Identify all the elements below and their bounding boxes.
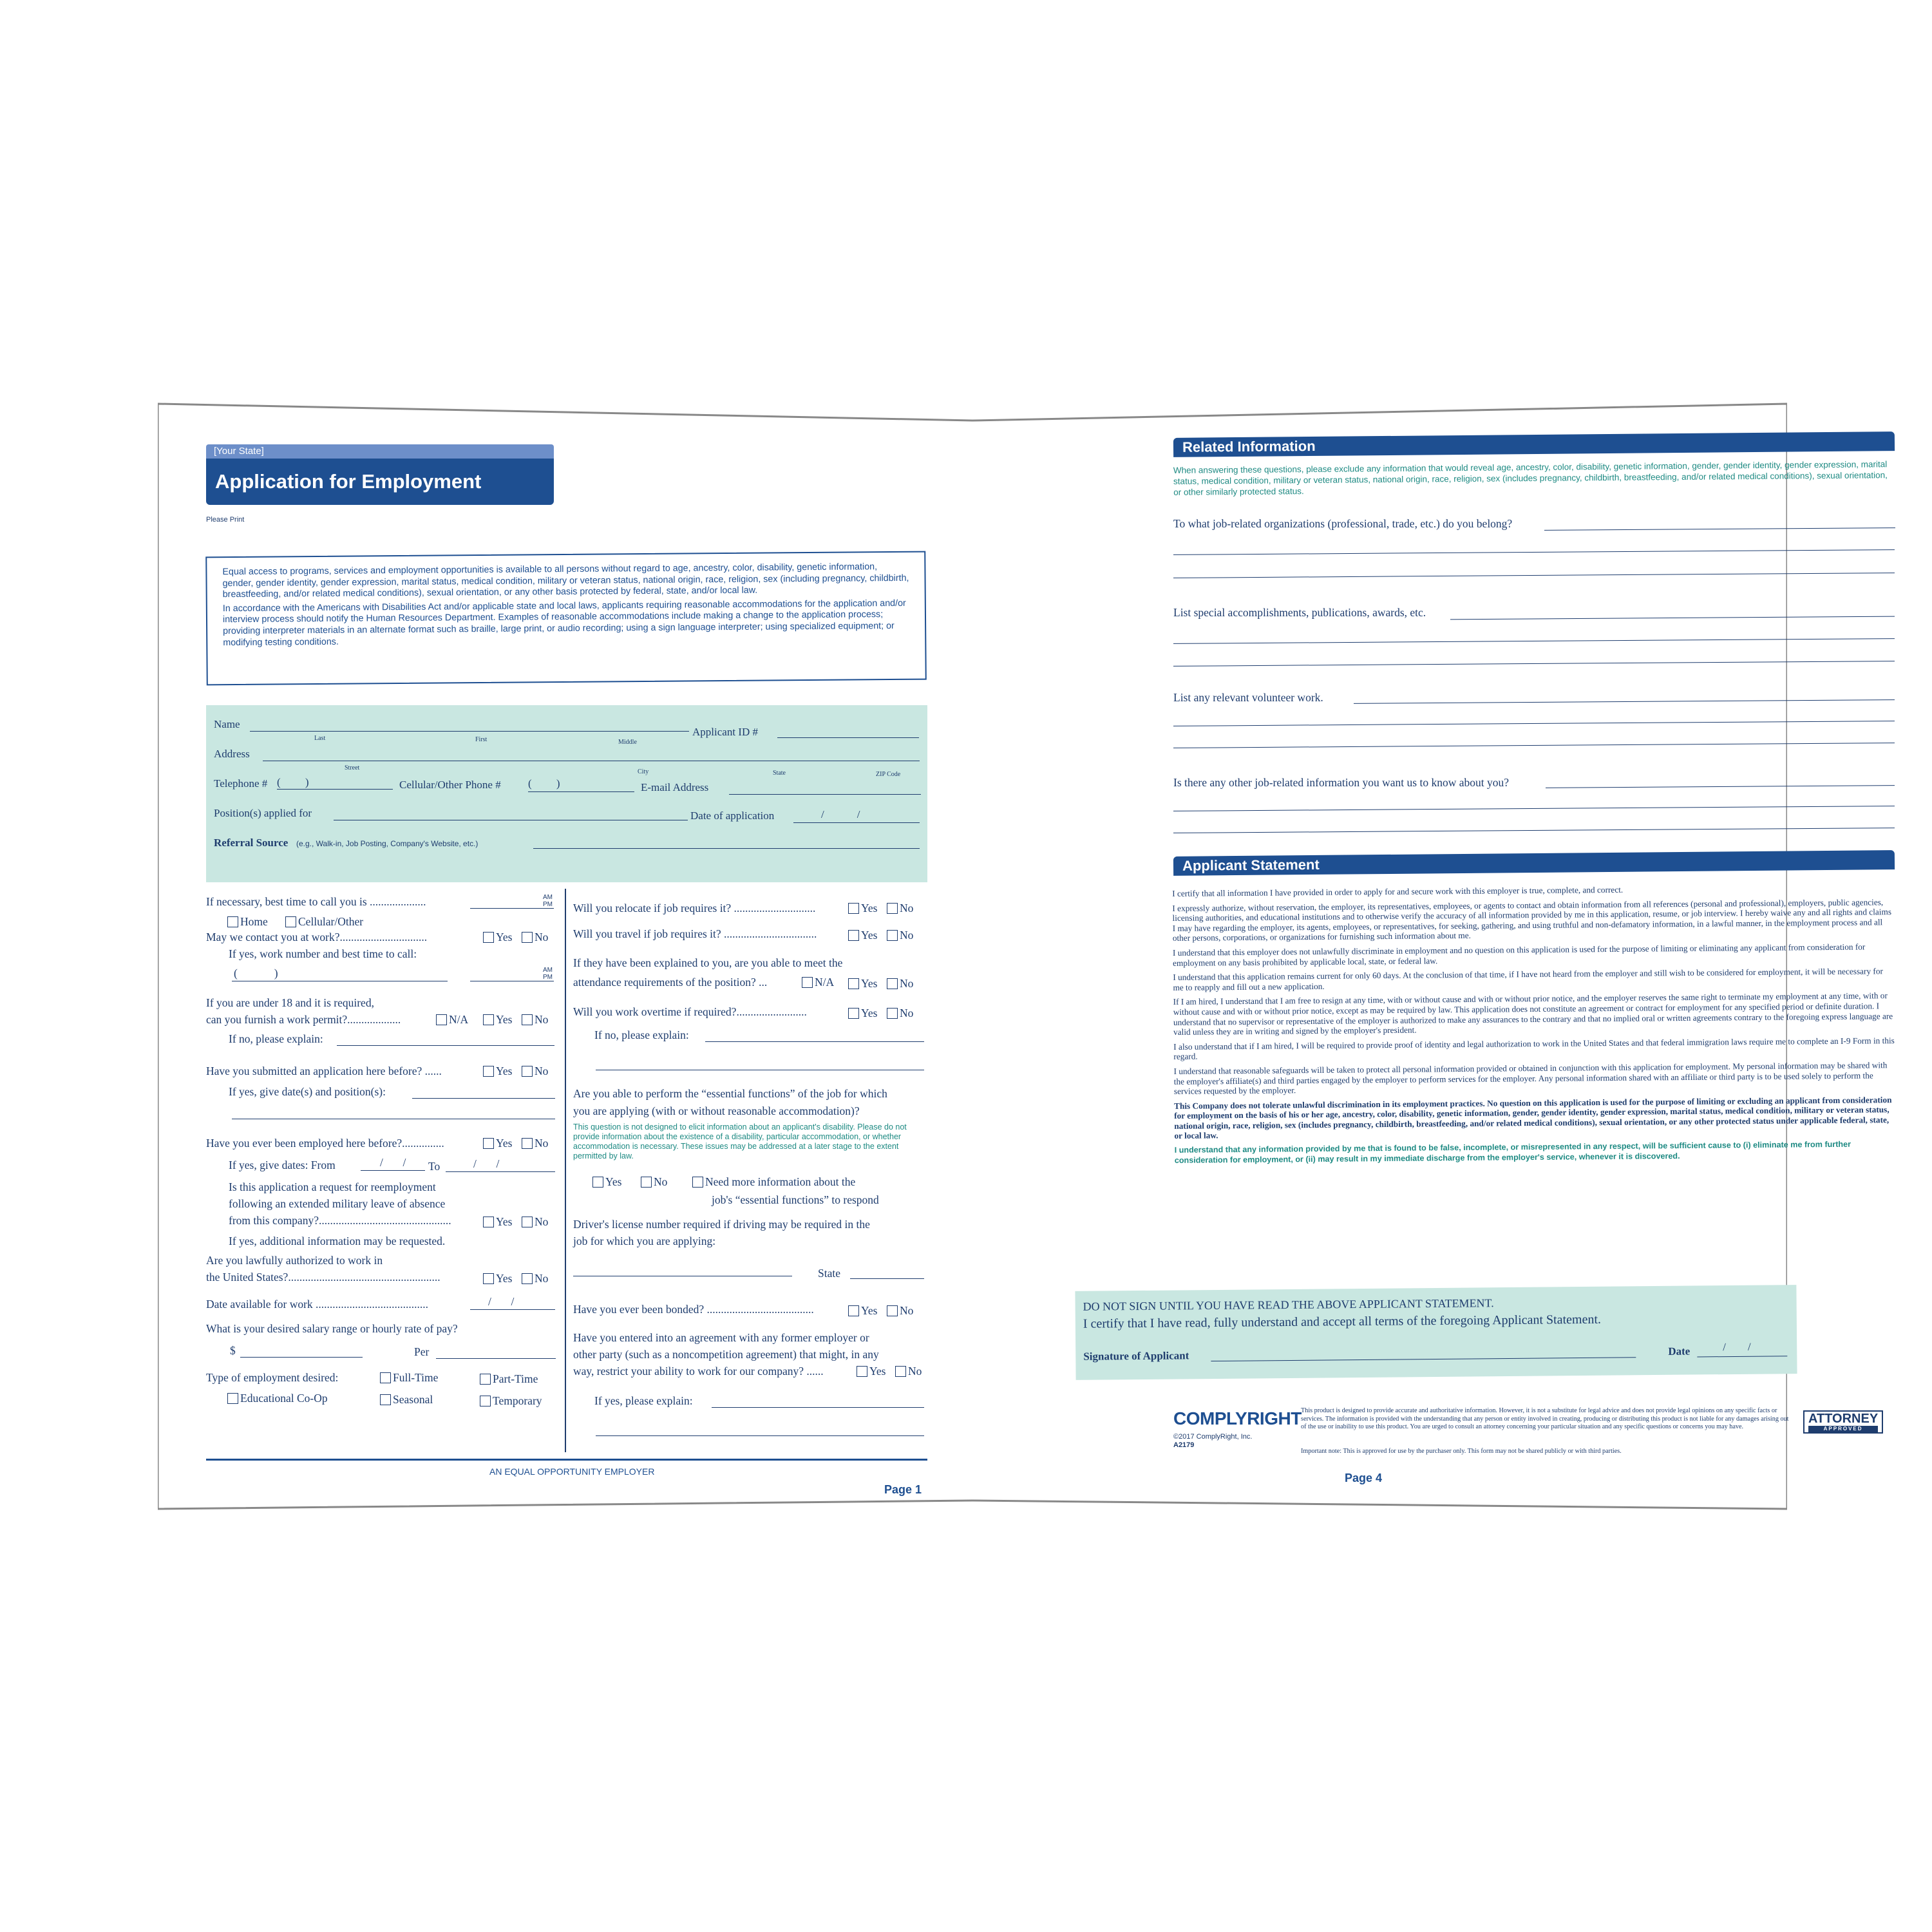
overtime-explain-field[interactable] xyxy=(705,1041,924,1042)
first-label: First xyxy=(475,736,488,743)
statement-4: I understand that this application remains current for only 60 days. At the conclusion of that time, if I have not heard from the employer and still wish to be considered for employment, it will be necessary for me to reapply and fill out a new application. xyxy=(1173,966,1883,992)
eq-para-2: In accordance with the Americans with Disabilities Act and/or applicable state and local laws, applicants requiring reasonable accommodations for the application and/or interview process should notify the Human Resources Department. Examples of reasonable accommodations include making a change to the application process; providing interpreter materials in an alternate format such as braille, large print, or audio recording; using a sign language interpreter; using specialized equipment; or modifying testing conditions. xyxy=(222,598,906,648)
attend-no[interactable]: No xyxy=(887,977,913,990)
q-travel: Will you travel if job requires it? ................................. xyxy=(573,927,817,940)
statement-6: I also understand that if I am hired, I will be required to provide proof of identity and legal authorization to work in the United States and that federal immigration laws require me to complete an I-9 Form in this regard. xyxy=(1173,1035,1895,1062)
submitted-no[interactable]: No xyxy=(522,1065,548,1078)
referral-example: (e.g., Walk-in, Job Posting, Company's Website, etc.) xyxy=(296,839,478,848)
to-date-field[interactable] xyxy=(446,1171,555,1172)
applicant-statement-header: Applicant Statement xyxy=(1173,850,1895,876)
page-1-number: Page 1 xyxy=(884,1483,922,1496)
dl-state-label: State xyxy=(818,1267,840,1280)
signature-label: Signature of Applicant xyxy=(1083,1349,1189,1363)
relocate-yes[interactable]: Yes xyxy=(848,902,877,915)
q-auth-1: Are you lawfully authorized to work in xyxy=(206,1254,383,1267)
from-slashes: / / xyxy=(380,1156,406,1169)
accomplishments-field-2[interactable] xyxy=(1173,638,1895,644)
type-parttime[interactable]: Part-Time xyxy=(480,1372,538,1386)
employed-yes[interactable]: Yes xyxy=(483,1137,512,1150)
city-label: City xyxy=(638,768,649,775)
organizations-field[interactable] xyxy=(1544,527,1895,531)
applicant-id-label: Applicant ID # xyxy=(692,726,758,738)
bottom-rule xyxy=(206,1459,927,1461)
bonded-yes[interactable]: Yes xyxy=(848,1304,877,1318)
q-salary: What is your desired salary range or hourly rate of pay? xyxy=(206,1322,458,1335)
page-4 xyxy=(972,402,1895,1510)
ess-need-info-2: job's “essential functions” to respond xyxy=(712,1193,879,1206)
page-1 xyxy=(158,402,972,1510)
q-reemploy-2: following an extended military leave of absence xyxy=(229,1197,446,1210)
name-label: Name xyxy=(214,718,240,730)
contact-work-yes[interactable]: Yes xyxy=(483,931,512,944)
organizations-field-3[interactable] xyxy=(1173,573,1895,578)
q-ess-1: Are you able to perform the “essential functions” of the job for which xyxy=(573,1087,887,1100)
page-4-number: Page 4 xyxy=(1345,1472,1383,1484)
type-coop[interactable]: Educational Co-Op xyxy=(227,1392,328,1405)
to-slashes: / / xyxy=(473,1157,500,1170)
address-label: Address xyxy=(214,748,250,760)
certify-text: I certify that I have read, fully understand and accept all terms of the foregoing Applicant Statement. xyxy=(1083,1312,1602,1331)
other-info-field-2[interactable] xyxy=(1173,806,1895,811)
type-temporary[interactable]: Temporary xyxy=(480,1394,542,1408)
other-info-field-3[interactable] xyxy=(1173,828,1895,833)
contact-work-no[interactable]: No xyxy=(522,931,548,944)
q-if-yes-dates: If yes, give dates: From xyxy=(229,1159,336,1171)
best-time-field[interactable] xyxy=(470,908,554,909)
travel-yes[interactable]: Yes xyxy=(848,929,877,942)
type-fulltime[interactable]: Full-Time xyxy=(380,1371,438,1385)
telephone-paren: ( ) xyxy=(277,776,309,788)
do-not-sign: DO NOT SIGN UNTIL YOU HAVE READ THE ABOVE APPLICANT STATEMENT. xyxy=(1083,1296,1494,1313)
q-employed: Have you ever been employed here before?............... xyxy=(206,1137,444,1150)
statement-9: I understand that any information provided by me that is found to be false, incomplete, or misrepresented in any respect, will be sufficient cause to (i) eliminate me from further consideration for employment, or (ii) may result in my immediate discharge from the employer's service, whenever it is discovered. xyxy=(1174,1139,1852,1165)
date-application-label: Date of application xyxy=(690,810,775,822)
email-label: E-mail Address xyxy=(641,781,709,793)
statement-2: I expressly authorize, without reservation, the employer, its representatives, employees, or agents to contact and obtain information from all references (personal and professional), employers, public agencies, licensing authorities, and educational institutions and to otherwise verify the accuracy of all information provided by me in this application, resume, or job interview. I hereby waive any and all rights and claims I may have regarding the employer, its agents, employees, or representatives, for seeking, gathering, and using truthful and non-defamatory information, in a lawful manner, in the employment process and all other persons, corporations, or organizations for furnishing such information about me. xyxy=(1172,896,1892,943)
middle-label: Middle xyxy=(618,739,637,746)
q-agree-1: Have you entered into an agreement with any former employer or xyxy=(573,1331,869,1344)
ess-need-info[interactable]: Need more information about the xyxy=(692,1175,855,1189)
attorney-approved-badge: ATTORNEY APPROVED xyxy=(1803,1410,1883,1434)
statement-5: If I am hired, I understand that I am free to resign at any time, with or without cause and with or without prior notice, and the employer reserves the same right to terminate my employment at any time, with or without cause and with or without prior notice, except as may be required by law. This application does not constitute an agreement or contract for employment for any specified period or definite duration. I understand that no supervisor or representative of the employer is authorized to make any assurances to the contrary and that no implied oral or written agreements contrary to the foregoing express language are valid unless they are in writing and signed by the employer's president. xyxy=(1173,990,1893,1037)
home-checkbox[interactable] xyxy=(227,916,238,927)
date-application-field[interactable] xyxy=(793,822,920,823)
statement-1: I certify that all information I have provided in order to apply for and secure work with this employer is true, complete, and correct. xyxy=(1172,884,1624,898)
zip-label: ZIP Code xyxy=(876,771,901,778)
auth-no[interactable]: No xyxy=(522,1272,548,1285)
state-label: State xyxy=(773,770,786,777)
q-contact-work: May we contact you at work?............................... xyxy=(206,931,428,943)
q-dl-2: job for which you are applying: xyxy=(573,1235,716,1247)
attend-yes[interactable]: Yes xyxy=(848,977,877,990)
dl-state-field[interactable] xyxy=(850,1278,924,1279)
q-reemploy-1: Is this application a request for reemployment xyxy=(229,1180,436,1193)
contact-home[interactable]: Home xyxy=(227,915,268,929)
attend-na[interactable]: N/A xyxy=(802,976,834,989)
permit-no[interactable]: No xyxy=(522,1013,548,1027)
q-volunteer: List any relevant volunteer work. xyxy=(1173,691,1323,704)
q-if-no-explain: If no, please explain: xyxy=(229,1032,323,1045)
ess-no[interactable]: No xyxy=(641,1175,667,1189)
equal-access-notice xyxy=(205,551,927,686)
reemploy-yes[interactable]: Yes xyxy=(483,1215,512,1229)
q-ess-2: you are applying (with or without reasonable accommodation)? xyxy=(573,1104,860,1117)
cellular-paren: ( ) xyxy=(528,777,560,790)
overtime-no[interactable]: No xyxy=(887,1007,913,1020)
volunteer-field-2[interactable] xyxy=(1173,721,1895,726)
accomplishments-field-3[interactable] xyxy=(1173,661,1895,667)
q-additional: If yes, additional information may be requested. xyxy=(229,1235,446,1247)
accomplishments-field[interactable] xyxy=(1450,616,1895,620)
statement-8: This Company does not tolerate unlawful discrimination in its employment practices. No question on this application is used for the purpose of limiting or excluding an applicant from consideration for employment on the basis of his or her age, ancestry, color, disability, genetic information, gender, gender identity, gender expression, marital status, medical condition, military or veteran status, national origin, race, religion, sex (includes pregnancy, childbirth, breastfeeding, and/or related medical conditions), sexual orientation, or any other protected status under applicable federal, state, or local law. xyxy=(1173,1094,1892,1141)
signature-field[interactable] xyxy=(1211,1357,1636,1361)
to-label: To xyxy=(428,1160,440,1173)
submitted-dates-field[interactable] xyxy=(412,1098,555,1099)
employed-no[interactable]: No xyxy=(522,1137,548,1150)
agree-no[interactable]: No xyxy=(895,1365,922,1378)
q-other-info: Is there any other job-related information you want us to know about you? xyxy=(1173,776,1509,789)
permit-na[interactable]: N/A xyxy=(436,1013,468,1027)
eq-para-1: Equal access to programs, services and employment opportunities is available to all persons without regard to age, ancestry, color, disability, genetic information, gender, gender identity, gender expression, marital status, medical condition, military or veteran status, national origin, race, religion, sex (including pregnancy, childbirth, breastfeeding, and/or related medical conditions), sexual orientation, or any other basis protected by federal, state, and/or local law. xyxy=(222,562,909,600)
q-if-yes-work: If yes, work number and best time to call: xyxy=(229,947,417,960)
street-label: Street xyxy=(345,764,360,772)
q-if-yes-dates-pos: If yes, give date(s) and position(s): xyxy=(229,1085,386,1098)
q-dl-1: Driver's license number required if driving may be required in the xyxy=(573,1218,870,1231)
other-info-field[interactable] xyxy=(1546,785,1895,788)
q-under18-b: can you furnish a work permit?................... xyxy=(206,1013,401,1026)
bonded-no[interactable]: No xyxy=(887,1304,913,1318)
date-application-slashes: / / xyxy=(821,808,860,820)
am-pm-1: AM PM xyxy=(543,894,553,908)
permit-yes[interactable]: Yes xyxy=(483,1013,512,1027)
per-label: Per xyxy=(414,1345,430,1358)
reemploy-no[interactable]: No xyxy=(522,1215,548,1229)
essential-note: This question is not designed to elicit information about an applicant's disability. Please do not provide information about the existence of a disability, particular accommodation, or whether accommodation is necessary. These issues may be addressed at a later stage to the extent permitted by law. xyxy=(573,1122,907,1160)
agree-explain-field[interactable] xyxy=(712,1407,924,1408)
ess-yes[interactable]: Yes xyxy=(592,1175,621,1189)
form-spread xyxy=(158,402,1895,1510)
from-date-field[interactable] xyxy=(361,1170,425,1171)
q-accomplishments: List special accomplishments, publications, awards, etc. xyxy=(1173,606,1426,619)
salary-field[interactable] xyxy=(240,1357,363,1358)
applicant-statement-body xyxy=(1172,882,1896,1170)
q-organizations: To what job-related organizations (professional, trade, etc.) do you belong? xyxy=(1173,517,1513,530)
referral-label: Referral Source xyxy=(214,837,289,849)
q-under18: If you are under 18 and it is required, xyxy=(206,996,374,1009)
q-reemploy-3: from this company?............................................... xyxy=(229,1214,451,1227)
salary-per-field[interactable] xyxy=(436,1358,556,1359)
q-agree-2: other party (such as a noncompetition agreement) that might, in any xyxy=(573,1348,879,1361)
cellular-label: Cellular/Other Phone # xyxy=(399,779,501,791)
legal-disclaimer: This product is designed to provide accurate and authoritative information. However, it is not a substitute for legal advice and does not provide legal opinions on any specific facts or services. The information is provided with the understanding that any person or entity involved in creating, producing or distributing this product is not liable for any damages arising out of the use or inability to use this product. You are urged to consult an attorney concerning your particular situation and any specific questions or concerns you may have. xyxy=(1301,1407,1789,1430)
last-label: Last xyxy=(314,735,326,742)
type-seasonal[interactable]: Seasonal xyxy=(380,1393,433,1406)
eoe-text: AN EQUAL OPPORTUNITY EMPLOYER xyxy=(489,1466,655,1477)
sig-date-field[interactable] xyxy=(1697,1356,1787,1357)
cellular-field[interactable] xyxy=(528,791,634,792)
applicant-id-field[interactable] xyxy=(777,737,919,738)
related-info-note: When answering these questions, please exclude any information that would reveal age, ancestry, color, disability, genetic information, gender, gender identity, gender expression, marital status, medical condition, military or veteran status, national origin, race, religion, sex (includes pregnancy, childbirth, breastfeeding, and/or related medical conditions), sexual orientation, or other similarly protected status. xyxy=(1173,459,1888,497)
agree-yes[interactable]: Yes xyxy=(857,1365,886,1378)
relocate-no[interactable]: No xyxy=(887,902,913,915)
email-field[interactable] xyxy=(729,794,921,795)
travel-no[interactable]: No xyxy=(887,929,913,942)
sig-date-slashes: / / xyxy=(1723,1340,1751,1354)
telephone-label: Telephone # xyxy=(214,777,268,790)
important-note: Important note: This is approved for use by the purchaser only. This form may not be shared publicly or with third parties. xyxy=(1301,1448,1622,1455)
date-available-slashes: / / xyxy=(488,1295,515,1308)
page-title: Application for Employment xyxy=(206,459,554,505)
column-divider xyxy=(565,889,566,1452)
date-available-field[interactable] xyxy=(470,1309,555,1310)
statement-7: I understand that reasonable safeguards will be taken to protect all personal information provided or obtained in conjunction with this application for employment. My personal information may be shared with the employer's affiliate(s) and third parties engaged by the employer to perform services for the employer. Any personal information shared with an affiliate or third party is to be used solely to perform the services requested by the employer. xyxy=(1173,1060,1888,1096)
am-pm-2: AM PM xyxy=(543,967,553,981)
applicant-info-box xyxy=(206,705,927,882)
q-attend-2: attendance requirements of the position? ... xyxy=(573,976,768,989)
q-best-time: If necessary, best time to call you is .................... xyxy=(206,895,426,908)
q-overtime-explain: If no, please explain: xyxy=(594,1028,689,1041)
q-agree-explain: If yes, please explain: xyxy=(594,1394,693,1407)
please-print: Please Print xyxy=(206,516,245,524)
work-number-paren: ( ) xyxy=(234,967,278,980)
signature-box xyxy=(1075,1285,1797,1380)
volunteer-field-3[interactable] xyxy=(1173,743,1895,748)
statement-3: I understand that this employer does not unlawfully discriminate in employment and no question on this application is used for the purpose of limiting or eliminating any applicant from consideration for employment on any basis prohibited by applicable local, state, or federal law. xyxy=(1172,942,1866,968)
copyright: ©2017 ComplyRight, Inc. A2179 xyxy=(1173,1433,1253,1449)
q-bonded: Have you ever been bonded? ...................................... xyxy=(573,1303,814,1316)
agree-explain-field-2[interactable] xyxy=(596,1435,924,1436)
q-attend-1: If they have been explained to you, are you able to meet the xyxy=(573,956,843,969)
sig-date-label: Date xyxy=(1668,1345,1690,1358)
overtime-yes[interactable]: Yes xyxy=(848,1007,877,1020)
volunteer-field[interactable] xyxy=(1354,699,1895,704)
state-tag: [Your State] xyxy=(206,444,554,459)
organizations-field-2[interactable] xyxy=(1173,549,1895,555)
q-relocate: Will you relocate if job requires it? ............................. xyxy=(573,902,816,914)
auth-yes[interactable]: Yes xyxy=(483,1272,512,1285)
q-submitted: Have you submitted an application here before? ...... xyxy=(206,1065,442,1077)
q-overtime: Will you work overtime if required?......................... xyxy=(573,1005,807,1018)
permit-explain-field[interactable] xyxy=(337,1045,554,1046)
positions-label: Position(s) applied for xyxy=(214,807,312,819)
related-info-header: Related Information xyxy=(1173,431,1895,457)
cell-checkbox[interactable] xyxy=(285,916,296,927)
contact-cell[interactable]: Cellular/Other xyxy=(285,915,363,929)
name-field[interactable] xyxy=(250,731,689,732)
submitted-yes[interactable]: Yes xyxy=(483,1065,512,1078)
referral-field[interactable] xyxy=(533,848,920,849)
q-date-available: Date available for work ........................................ xyxy=(206,1298,429,1311)
dollar-label: $ xyxy=(230,1344,236,1357)
q-agree-3: way, restrict your ability to work for our company? ...... xyxy=(573,1365,824,1378)
q-type: Type of employment desired: xyxy=(206,1371,339,1384)
telephone-field[interactable] xyxy=(277,789,393,790)
complyright-logo: COMPLYRIGHT xyxy=(1173,1408,1302,1428)
q-auth-2: the United States?...................................................... xyxy=(206,1271,440,1283)
